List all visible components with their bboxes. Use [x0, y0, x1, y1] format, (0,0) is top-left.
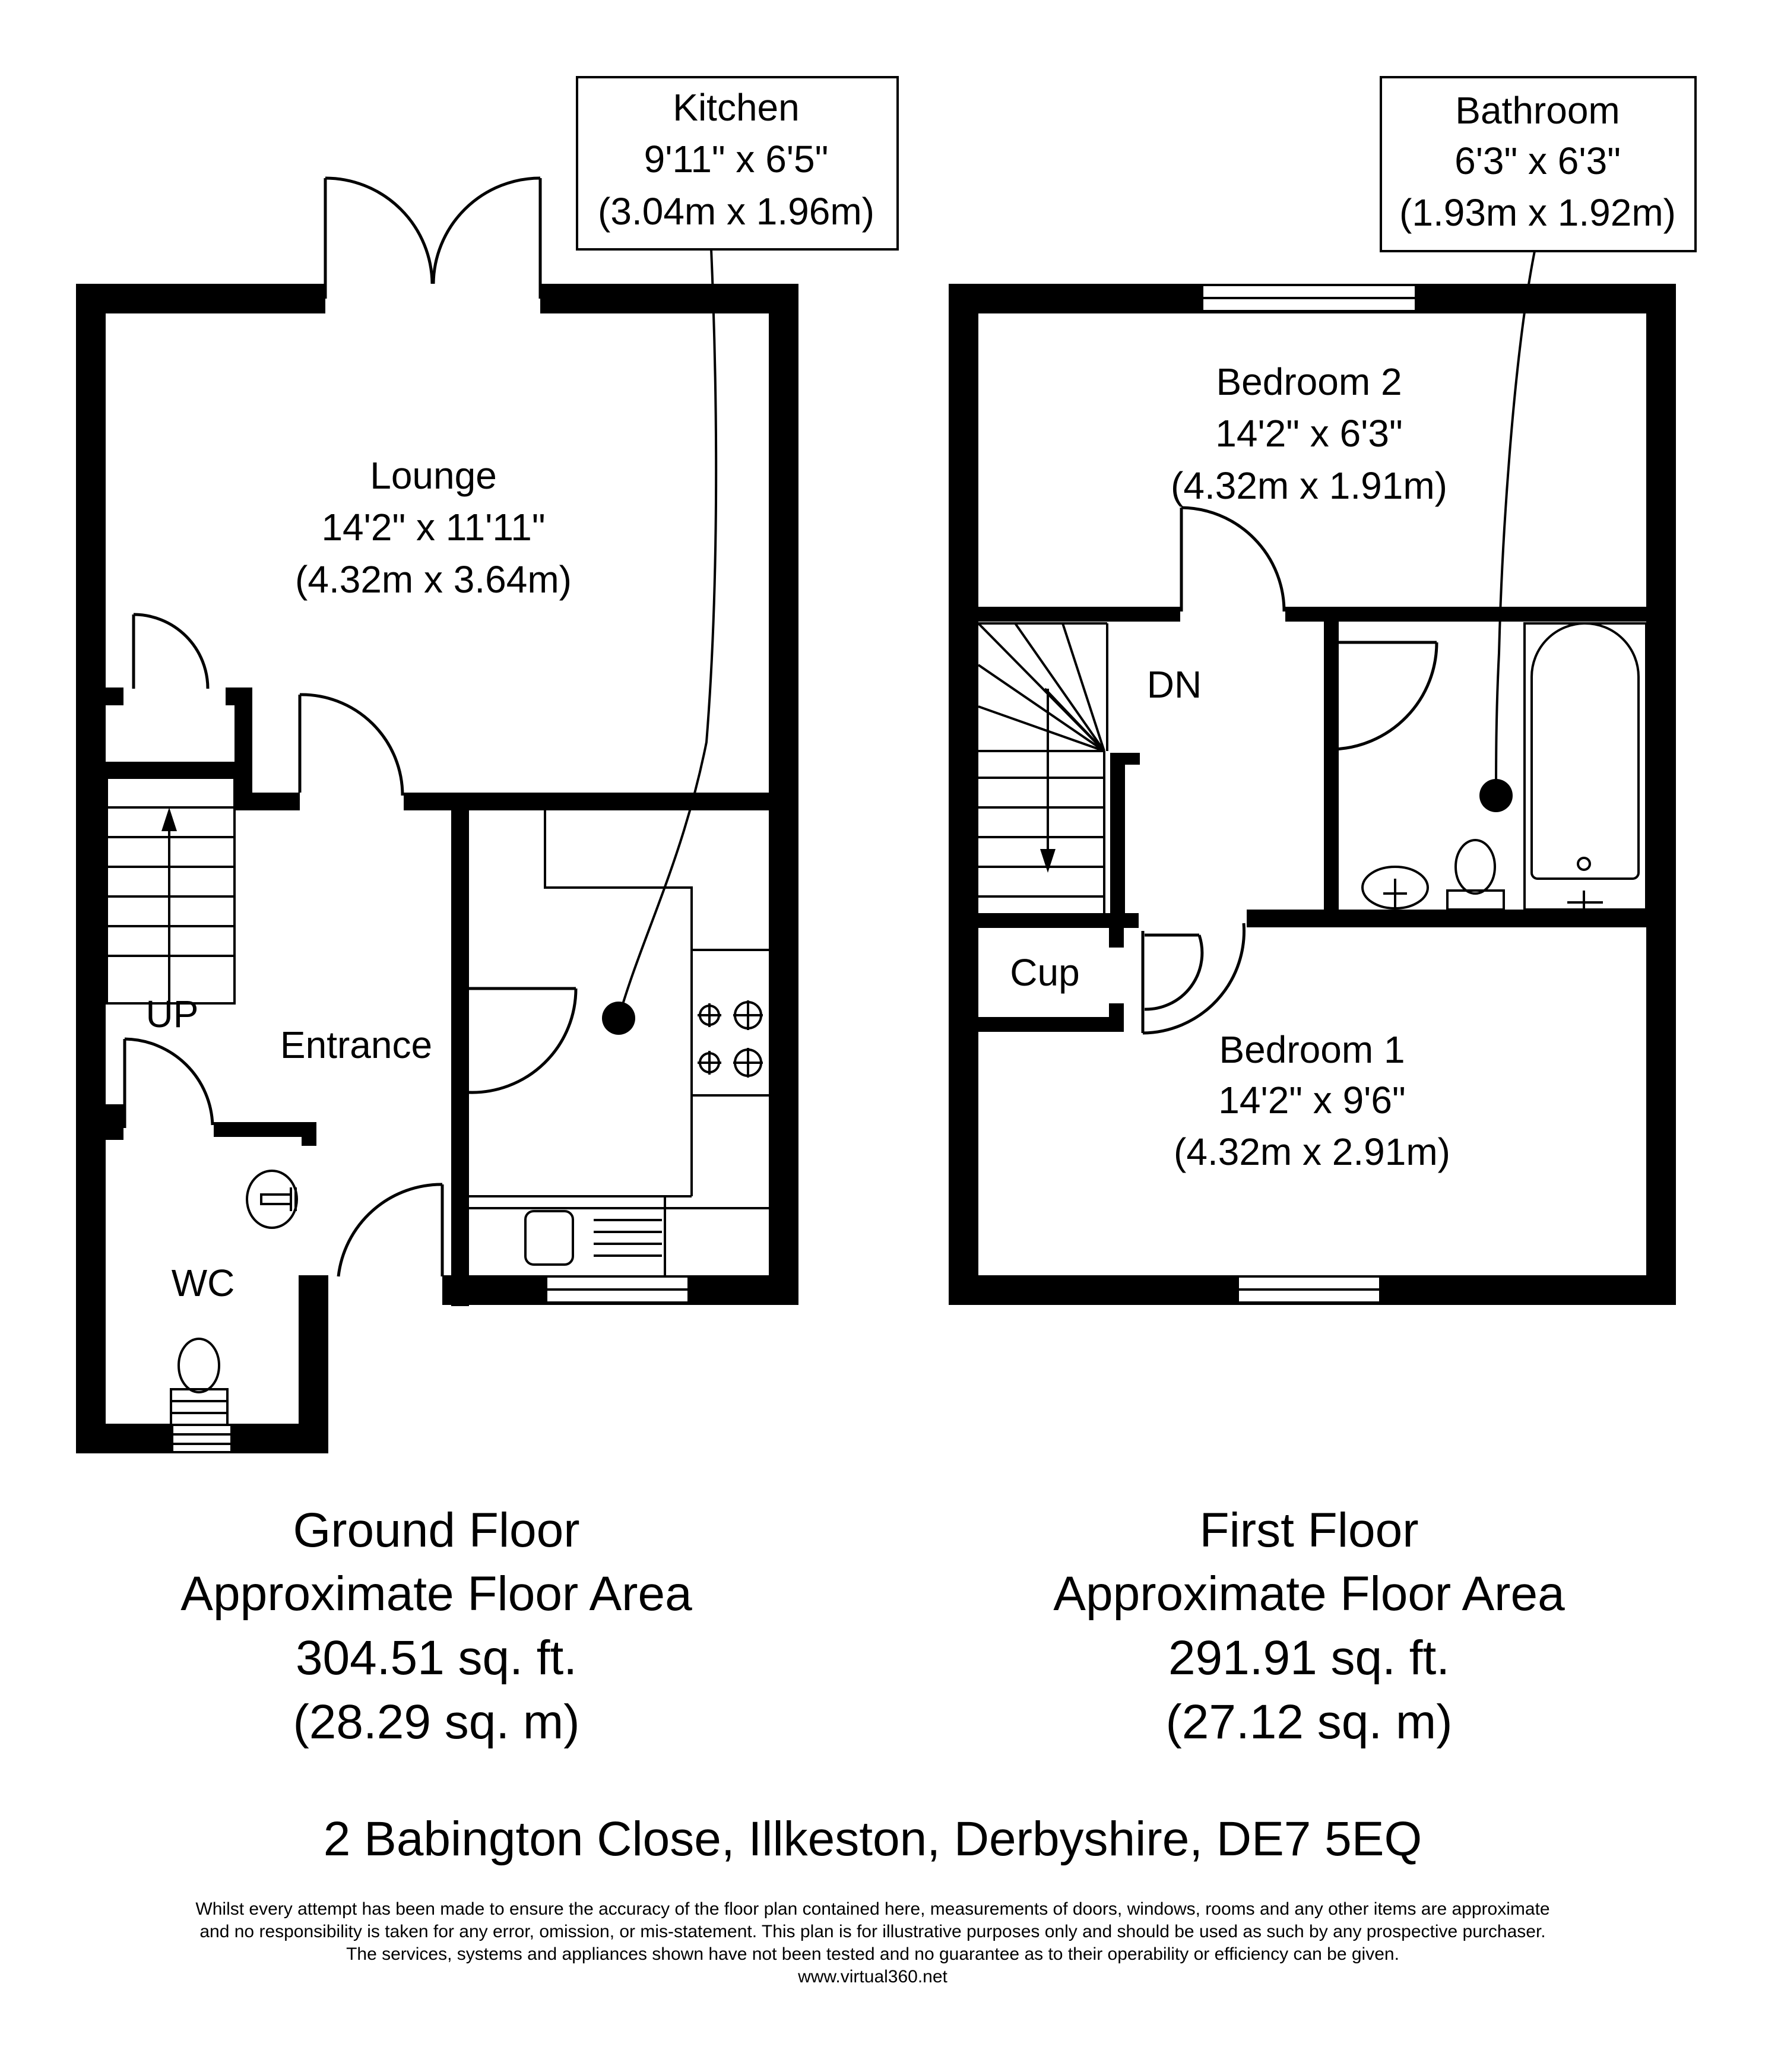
stairs-down-label: DN — [1146, 663, 1202, 706]
lounge-french-doors — [325, 178, 540, 299]
front-door — [338, 1184, 442, 1276]
stairs-up — [107, 778, 234, 1003]
bathroom-toilet-icon — [1447, 840, 1504, 910]
bathroom-door — [1330, 642, 1437, 749]
hob-icon — [698, 1000, 763, 1078]
cupboard-door — [1145, 935, 1202, 1009]
wc-window — [172, 1425, 232, 1452]
bathroom-imperial: 6'3" x 6'3" — [1454, 140, 1621, 182]
lounge-door — [300, 695, 403, 796]
wc-basin-icon — [247, 1171, 297, 1228]
bathroom-name: Bathroom — [1455, 89, 1620, 132]
lounge-imperial: 14'2" x 11'11" — [321, 506, 546, 549]
wc-label: WC — [171, 1262, 235, 1304]
bedroom1-name: Bedroom 1 — [1219, 1028, 1405, 1071]
first-floor-title: First Floor — [1199, 1503, 1419, 1557]
bedroom2-door — [1181, 508, 1284, 612]
ground-floor-subtitle: Approximate Floor Area — [180, 1567, 692, 1621]
kitchen-door — [469, 989, 576, 1092]
kitchen-callout-leader — [619, 249, 716, 1018]
stairs-arrow-down — [1040, 849, 1056, 873]
bedroom1-door — [1143, 923, 1244, 1033]
disclaimer-line-2: and no responsibility is taken for any error, omission, or mis-statement. This plan is for illustrative purposes only and should be used as such by any prospective purchaser. — [199, 1922, 1546, 1941]
cupboard-label: Cup — [1010, 951, 1080, 994]
bedroom2-name: Bedroom 2 — [1216, 360, 1402, 403]
website-link[interactable]: www.virtual360.net — [798, 1967, 947, 1987]
ground-floor-title: Ground Floor — [293, 1503, 580, 1557]
bathroom-basin-icon — [1362, 867, 1428, 908]
kitchen-worktops — [469, 810, 769, 1275]
kitchen-name: Kitchen — [673, 86, 800, 129]
first-floor-area-sqm: (27.12 sq. m) — [1165, 1695, 1453, 1749]
property-address: 2 Babington Close, Illkeston, Derbyshire, DE7 5EQ — [323, 1812, 1422, 1866]
disclaimer-line-1: Whilst every attempt has been made to ensure the accuracy of the floor plan contained here, measurements of doors, windows, rooms and any other items are approximate — [195, 1899, 1550, 1919]
ground-floor-area-sqm: (28.29 sq. m) — [293, 1695, 580, 1749]
disclaimer-line-3: The services, systems and appliances shown have not been tested and no guarantee as to their operability or efficiency can be given. — [346, 1944, 1399, 1964]
bath-icon — [1525, 623, 1646, 910]
bedroom1-metric: (4.32m x 2.91m) — [1174, 1130, 1450, 1173]
entrance-label: Entrance — [280, 1024, 433, 1066]
kitchen-metric: (3.04m x 1.96m) — [598, 190, 874, 233]
lounge-metric: (4.32m x 3.64m) — [295, 558, 572, 601]
ground-floor-area-sqft: 304.51 sq. ft. — [295, 1631, 578, 1685]
understairs-cupboard-door — [134, 614, 208, 689]
first-floor-area-sqft: 291.91 sq. ft. — [1168, 1631, 1450, 1685]
bedroom2-metric: (4.32m x 1.91m) — [1171, 464, 1447, 507]
stairs-up-label: UP — [145, 993, 199, 1035]
bathroom-metric: (1.93m x 1.92m) — [1399, 191, 1676, 234]
bathroom-callout-leader — [1496, 251, 1535, 796]
stairs-down — [978, 623, 1107, 913]
bedroom1-imperial: 14'2" x 9'6" — [1218, 1079, 1406, 1121]
ground-floor-plan — [76, 77, 898, 1453]
lounge-name: Lounge — [370, 454, 497, 497]
kitchen-imperial: 9'11" x 6'5" — [644, 138, 829, 180]
sink-drainer-icon — [525, 1211, 662, 1265]
stairs-arrow-up — [161, 807, 177, 831]
first-floor-subtitle: Approximate Floor Area — [1053, 1567, 1565, 1621]
wc-door — [125, 1039, 213, 1128]
wc-toilet-icon — [171, 1339, 227, 1425]
bedroom2-imperial: 14'2" x 6'3" — [1215, 412, 1403, 455]
